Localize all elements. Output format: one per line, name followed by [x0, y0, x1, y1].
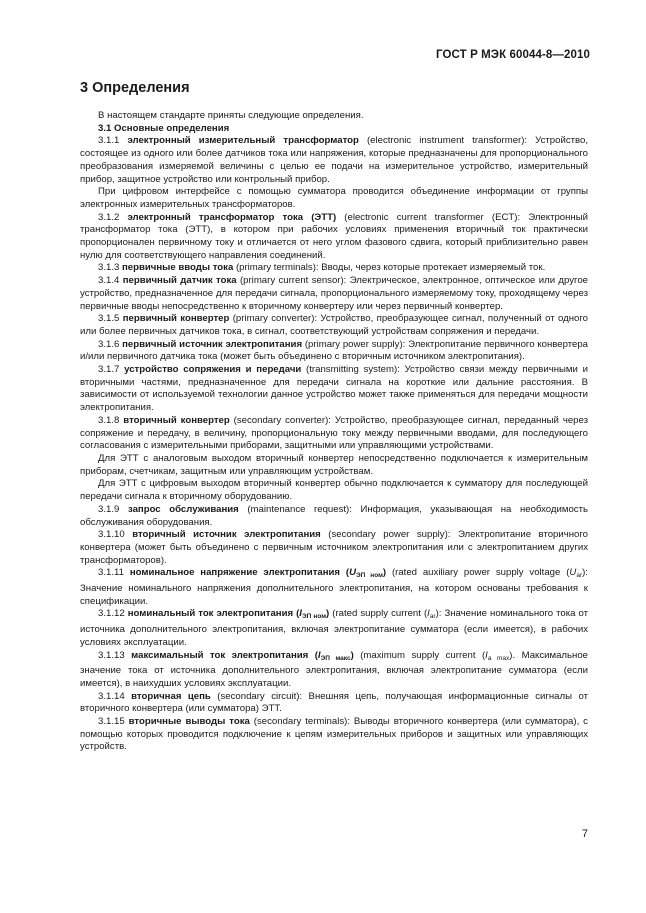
definition-3-1-5: 3.1.5 первичный конвертер (primary converter): Устройство, преобразующее сигнал, полученный от одного или более первичных датчиков тока, в сигнал, соответствующий устройствам сопряжения и передачи. — [80, 313, 588, 337]
note-3-1-8-digital: Для ЭТТ с цифровым выходом вторичный конвертер обычно подключается к сумматору для последующей передачи сигнала к вторичному оборудованию. — [80, 478, 588, 503]
definition-3-1-12: 3.1.12 номинальный ток электропитания $(I_{ЭП ном})$ (rated supply current $(I_{ar})$: Значение номинального тока от источника дополнительного электропитания, включая электропитание сумматора (если имеется), в рабочих условиях эксплуатации. — [80, 608, 588, 648]
intro-paragraph: В настоящем стандарте приняты следующие определения. — [98, 110, 364, 121]
definition-3-1-15: 3.1.15 вторичные выводы тока (secondary terminals): Выводы вторичного конвертера (или сумматора), с помощью которых проводится подключение к цепям измерительных приборов и защитных или управляющих устройств. — [80, 716, 588, 753]
definition-3-1-14: 3.1.14 вторичная цепь (secondary circuit): Внешняя цепь, получающая информационные сигналы от вторичного конвертера (или сумматора) ЭТТ. — [80, 690, 588, 715]
section-title: 3 Определения — [80, 80, 190, 96]
definition-3-1-13: 3.1.13 максимальный ток электропитания $(I_{ЭП макс})$ (maximum supply current $(I_{a max})$. Максимальное значение тока от источника дополнительного электропитания, включая электропитание сумматора (если имеется), в наихудших условиях эксплуатации. — [80, 649, 588, 689]
document-body — [80, 110, 588, 754]
definition-3-1-2: 3.1.2 электронный трансформатор тока (ЭТТ) (electronic current transformer (ECT): Электронный трансформатор тока (ЭТТ), в котором при рабочих условиях применения вторичный ток практически пропорционален первичному току и отличается от него углом фазового сдвига, который приблизительно равен нулю для соответствующего направления соединений. — [80, 211, 588, 261]
definition-3-1-11: 3.1.11 номинальное напряжение электропитания $(U_{ЭП ном})$ (rated auxiliary power supply voltage $(U_{ar})$: Значение номинального напряжения дополнительного электропитания, на котором основаны требования к спецификации. — [80, 567, 588, 607]
definition-3-1-7: 3.1.7 устройство сопряжения и передачи (transmitting system): Устройство связи между первичными и вторичными частями, предназначенное для передачи сигнала на короткие или дальние расстояния. В зависимости от используемой технологии данное устройство может также применяться для передачи мощности электропитания. — [80, 364, 588, 414]
definition-3-1-10: 3.1.10 вторичный источник электропитания (secondary power supply): Электропитание вторичного конвертера (может быть объединено с первичным источником электропитания или с электропитанием других трансформаторов). — [80, 529, 589, 566]
definition-3-1-9: 3.1.9 запрос обслуживания (maintenance request): Информация, указывающая на необходимость обслуживания оборудования. — [80, 503, 588, 528]
standard-header: ГОСТ Р МЭК 60044-8—2010 — [436, 49, 590, 61]
definition-3-1-1: 3.1.1 электронный измерительный трансформатор (electronic instrument transformer): Устройство, состоящее из одного или более датчиков тока или напряжения, которые предназначены для пропорционального преобразования измеряемой величины с целью ее подачи на измерительное устройство, измерительный прибор, защитное устройство или контрольный прибор. — [80, 135, 589, 185]
note-3-1-8-analog: Для ЭТТ с аналоговым выходом вторичный конвертер непосредственно подключается к измерительным приборам, счетчикам, защитным или управляющим устройствам. — [80, 452, 588, 477]
definition-3-1-6: 3.1.6 первичный источник электропитания (primary power supply): Электропитание первичного конвертера и/или первичного датчика тока (может быть объединено с вторичным источником электропитания). — [80, 338, 589, 363]
definition-3-1-8: 3.1.8 вторичный конвертер (secondary converter): Устройство, преобразующее сигнал, переданный через сопряжение и передачу, в величину, пропорциональную току между первичными вводами, для последующего согласования с измерительными приборами, защитными или управляющими устройствами. — [80, 414, 589, 452]
subsection-title: 3.1 Основные определения — [98, 122, 230, 134]
note-3-1-1: При цифровом интерфейсе с помощью сумматора проводится объединение информации от группы электронных измерительных трансформаторов. — [80, 186, 588, 210]
definition-3-1-4: 3.1.4 первичный датчик тока (primary current sensor): Электрическое, электронное, оптическое или другое устройство, предназначенное для передачи сигнала, пропорционального измеряемому току, проходящему через первичные вводы непосредственно к вторичному конвертеру или через первичный конвертер. — [80, 275, 588, 312]
page-number: 7 — [581, 828, 588, 840]
definition-3-1-3: 3.1.3 первичные вводы тока (primary terminals): Вводы, через которые протекает измеряемый ток. — [98, 262, 546, 274]
